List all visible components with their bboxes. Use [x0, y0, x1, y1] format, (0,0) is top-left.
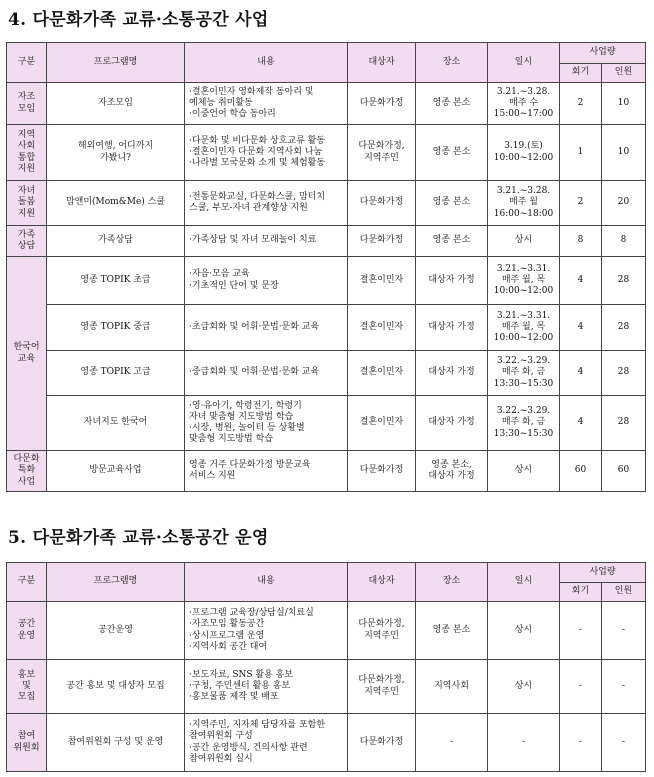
header-schedule: 일시 [488, 43, 560, 83]
schedule-cell: 상시 [488, 451, 560, 492]
category-cell: 자녀 돌봄 지원 [7, 181, 47, 226]
category-cell: 참여 위원회 [7, 714, 47, 772]
persons-cell: - [602, 660, 646, 714]
program-cell: 자녀지도 한국어 [47, 396, 185, 451]
target-cell: 다문화가정 [348, 83, 416, 125]
content-cell: ·초급회화 및 어휘·문법·문화 교육 [185, 305, 348, 351]
header-volume: 사업량 [560, 563, 646, 583]
content-cell: ·프로그램 교육장/상담실/치료실 ·자조모임 활동공간 ·상시프로그램 운영 ·지역사회 공간 대여 [185, 602, 348, 660]
sessions-cell: 2 [560, 181, 602, 226]
target-cell: 결혼이민자 [348, 351, 416, 396]
content-cell: ·보도자료, SNS 활용 홍보 ·구청, 주민센터 활용 홍보 ·홍보물품 제작 및 배포 [185, 660, 348, 714]
schedule-cell: 3.21.~3.31. 매주 월, 목 10:00~12:00 [488, 257, 560, 305]
sessions-cell: - [560, 660, 602, 714]
table-row [7, 125, 646, 181]
schedule-cell: 상시 [488, 660, 560, 714]
sessions-cell: - [560, 714, 602, 772]
program-cell: 공간운영 [47, 602, 185, 660]
table-row [7, 181, 646, 226]
place-cell: 지역사회 [416, 660, 488, 714]
program-cell: 영종 TOPIK 초급 [47, 257, 185, 305]
persons-cell: 10 [602, 83, 646, 125]
schedule-cell: 3.21.~3.28. 매주 수 15:00~17:00 [488, 83, 560, 125]
target-cell: 결혼이민자 [348, 396, 416, 451]
program-cell: 공간 홍보 및 대상자 모집 [47, 660, 185, 714]
program-table-section4 [6, 42, 646, 492]
schedule-cell: 3.22.~3.29. 매주 화, 금 13:30~15:30 [488, 396, 560, 451]
content-cell: ·다문화 및 비다문화 상호교류 활동 ·결혼이민자 다문화 지역사회 나눔 ·나라별 모국문화 소개 및 체험활동 [185, 125, 348, 181]
content-cell: ·자음·모음 교육 ·기초적인 단어 및 문장 [185, 257, 348, 305]
schedule-cell: 3.21.~3.31. 매주 월, 목 10:00~12:00 [488, 305, 560, 351]
place-cell: - [416, 714, 488, 772]
persons-cell: 8 [602, 226, 646, 257]
place-cell: 대상자 가정 [416, 396, 488, 451]
table-row [7, 396, 646, 451]
category-cell: 한국어 교육 [7, 257, 47, 451]
header-place: 장소 [416, 563, 488, 602]
header-category: 구분 [7, 563, 47, 602]
target-cell: 결혼이민자 [348, 257, 416, 305]
header-content: 내용 [185, 563, 348, 602]
program-table-section5 [6, 562, 646, 772]
section4-title: 4. 다문화가족 교류·소통공간 사업 [8, 10, 269, 30]
header-content: 내용 [185, 43, 348, 83]
category-cell: 지역 사회 통합 지원 [7, 125, 47, 181]
program-cell: 맘앤미(Mom&Me) 스쿨 [47, 181, 185, 226]
header-persons: 인원 [602, 583, 646, 602]
target-cell: 다문화가정, 지역주민 [348, 602, 416, 660]
table-row [7, 451, 646, 492]
persons-cell: - [602, 602, 646, 660]
program-cell: 영종 TOPIK 고급 [47, 351, 185, 396]
target-cell: 다문화가정 [348, 451, 416, 492]
place-cell: 영종 본소 [416, 83, 488, 125]
content-cell: ·영·유아기, 학령전기, 학령기 자녀 맞춤형 지도방법 학습 ·시장, 병원, 놀이터 등 상황별 맞춤형 지도방법 학습 [185, 396, 348, 451]
place-cell: 영종 본소 [416, 226, 488, 257]
place-cell: 대상자 가정 [416, 351, 488, 396]
target-cell: 다문화가정 [348, 181, 416, 226]
program-cell: 영종 TOPIK 중급 [47, 305, 185, 351]
header-sessions: 회기 [560, 583, 602, 602]
header-target: 대상자 [348, 43, 416, 83]
content-cell: ·결혼이민자 영화제작 동아리 및 예체능 취미활동 ·이중언어 학습 동아리 [185, 83, 348, 125]
table-row [7, 257, 646, 305]
program-cell: 자조모임 [47, 83, 185, 125]
program-cell: 해외여행, 어디까지 가봤니? [47, 125, 185, 181]
target-cell: 다문화가정, 지역주민 [348, 660, 416, 714]
persons-cell: 28 [602, 257, 646, 305]
persons-cell: 28 [602, 351, 646, 396]
header-volume: 사업량 [560, 43, 646, 64]
content-cell: ·중급회화 및 어휘·문법·문화 교육 [185, 351, 348, 396]
sessions-cell: 4 [560, 351, 602, 396]
schedule-cell: 상시 [488, 602, 560, 660]
content-cell: ·전통문화교실, 다문화스쿨, 맘터치 스쿨, 부모-자녀 관계향상 지원 [185, 181, 348, 226]
program-cell: 가족상담 [47, 226, 185, 257]
persons-cell: 28 [602, 396, 646, 451]
category-cell: 다문화 특화 사업 [7, 451, 47, 492]
category-cell: 자조 모임 [7, 83, 47, 125]
sessions-cell: 4 [560, 257, 602, 305]
persons-cell: 20 [602, 181, 646, 226]
section5-title: 5. 다문화가족 교류·소통공간 운영 [8, 528, 269, 548]
table-row [7, 226, 646, 257]
target-cell: 다문화가정 [348, 714, 416, 772]
place-cell: 영종 본소, 대상자 가정 [416, 451, 488, 492]
schedule-cell: 3.22.~3.29. 매주 화, 금 13:30~15:30 [488, 351, 560, 396]
table-row [7, 351, 646, 396]
sessions-cell: 2 [560, 83, 602, 125]
header-persons: 인원 [602, 64, 646, 83]
header-category: 구분 [7, 43, 47, 83]
persons-cell: 60 [602, 451, 646, 492]
place-cell: 대상자 가정 [416, 257, 488, 305]
persons-cell: 10 [602, 125, 646, 181]
sessions-cell: 60 [560, 451, 602, 492]
table-row [7, 83, 646, 125]
content-cell: 영종 거주 다문화가정 방문교육 서비스 지원 [185, 451, 348, 492]
place-cell: 영종 본소 [416, 125, 488, 181]
header-schedule: 일시 [488, 563, 560, 602]
sessions-cell: 8 [560, 226, 602, 257]
category-cell: 가족 상담 [7, 226, 47, 257]
schedule-cell: 3.19.(토) 10:00~12:00 [488, 125, 560, 181]
schedule-cell: 3.21.~3.28. 매주 월 16:00~18:00 [488, 181, 560, 226]
header-target: 대상자 [348, 563, 416, 602]
sessions-cell: 4 [560, 396, 602, 451]
table-row [7, 602, 646, 660]
place-cell: 대상자 가정 [416, 305, 488, 351]
table-row [7, 305, 646, 351]
place-cell: 영종 본소 [416, 602, 488, 660]
persons-cell: - [602, 714, 646, 772]
target-cell: 다문화가정 [348, 226, 416, 257]
sessions-cell: 1 [560, 125, 602, 181]
schedule-cell: - [488, 714, 560, 772]
place-cell: 영종 본소 [416, 181, 488, 226]
target-cell: 결혼이민자 [348, 305, 416, 351]
category-cell: 공간 운영 [7, 602, 47, 660]
header-program: 프로그램명 [47, 563, 185, 602]
table-row [7, 660, 646, 714]
schedule-cell: 상시 [488, 226, 560, 257]
content-cell: ·가족상담 및 자녀 모래놀이 치료 [185, 226, 348, 257]
program-cell: 참여위원회 구성 및 운영 [47, 714, 185, 772]
header-program: 프로그램명 [47, 43, 185, 83]
sessions-cell: 4 [560, 305, 602, 351]
program-cell: 방문교육사업 [47, 451, 185, 492]
content-cell: ·지역주민, 지자체 담당자를 포함한 참여위원회 구성 ·공간 운영방식, 건의사항 관련 참여위원회 실시 [185, 714, 348, 772]
header-place: 장소 [416, 43, 488, 83]
persons-cell: 28 [602, 305, 646, 351]
target-cell: 다문화가정, 지역주민 [348, 125, 416, 181]
table-row [7, 714, 646, 772]
header-sessions: 회기 [560, 64, 602, 83]
category-cell: 홍보 및 모집 [7, 660, 47, 714]
sessions-cell: - [560, 602, 602, 660]
